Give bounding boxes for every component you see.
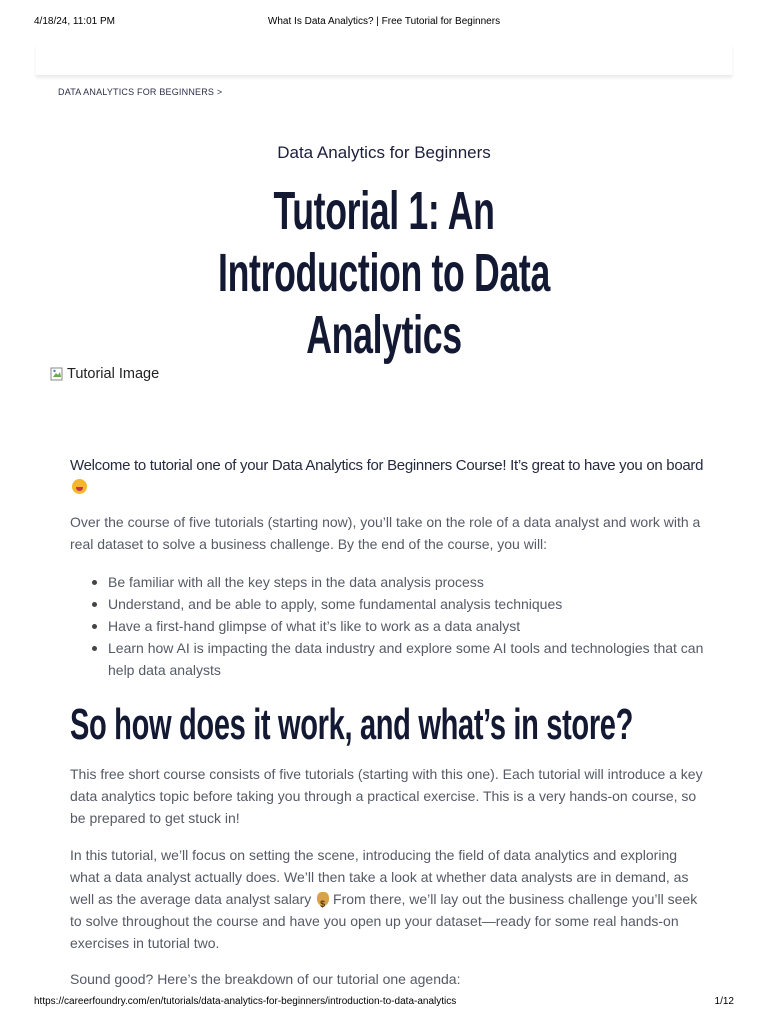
print-datetime: 4/18/24, 11:01 PM [34,16,115,27]
page-title: Tutorial 1: An Introduction to Data Analytics [218,181,550,365]
print-page-number: 1/12 [714,996,734,1007]
broken-image-icon [50,367,64,381]
print-header [34,16,734,30]
print-url: https://careerfoundry.com/en/tutorials/data-analytics-for-beginners/introduction-to-data-analytics [34,996,457,1007]
image-alt-text: Tutorial Image [67,366,160,382]
site-navbar [36,44,732,76]
intro-text: Welcome to tutorial one of your Data Analytics for Beginners Course! It’s great to have you on board [70,455,710,499]
paragraph-agenda-intro: Sound good? Here’s the breakdown of our tutorial one agenda: [70,971,461,987]
course-label: Data Analytics for Beginners [277,143,491,162]
tutorial-image [50,366,159,382]
list-item: Understand, and be able to apply, some fundamental analysis techniques [70,593,710,615]
list-item: Learn how AI is impacting the data industry and explore some AI tools and technologies that can help data analysts [70,637,710,681]
section-heading: So how does it work, and what’s in store? [70,700,634,749]
learning-outcomes-list [70,571,710,681]
paragraph-this-tutorial: In this tutorial, we’ll focus on setting the scene, introducing the field of data analytics and exploring what a data analyst actually does. We’ll then take a look at whether data analysts are in demand, as well as the average data analyst salary $ From there, we’ll lay out the business challenge you’ll seek to solve throughout the course and have you open up your dataset—ready for some real hands-on exercises in tutorial two. [70,844,710,954]
print-page-title: What Is Data Analytics? | Free Tutorial for Beginners [267,16,501,27]
paragraph-how-it-works: This free short course consists of five tutorials (starting with this one). Each tutorial will introduce a key data analytics topic before taking you through a practical exercise. This is a very hands-on course, so be prepared to get stuck in! [70,766,703,826]
print-footer [34,996,734,1010]
list-item: Be familiar with all the key steps in the data analysis process [70,571,710,593]
paragraph-course-overview: Over the course of five tutorials (starting now), you’ll take on the role of a data analyst and work with a real dataset to solve a business challenge. By the end of the course, you will: [70,514,701,552]
wink-emoji-icon [72,479,87,494]
money-bag-emoji-icon [317,892,329,906]
breadcrumb[interactable]: DATA ANALYTICS FOR BEGINNERS > [58,87,223,97]
list-item: Have a first-hand glimpse of what it’s like to work as a data analyst [70,615,710,637]
